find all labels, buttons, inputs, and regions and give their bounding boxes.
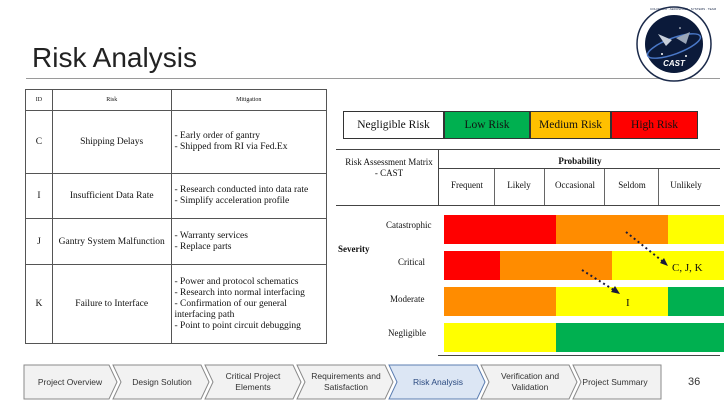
matrix-cell — [500, 251, 556, 280]
risk-name: Shipping Delays — [52, 111, 171, 174]
matrix-top-border — [336, 149, 720, 150]
cast-logo — [632, 4, 716, 84]
page-title: Risk Analysis — [32, 42, 197, 73]
header-bottom-border — [336, 205, 720, 206]
logo-text: CAST — [663, 59, 685, 68]
table-row — [26, 111, 327, 174]
matrix-cell — [500, 323, 556, 352]
arrow-i-line — [582, 270, 617, 292]
marker-i: I — [626, 297, 630, 309]
column-divider — [658, 169, 659, 205]
mitigation-line: - Confirmation of our general interfacing path — [174, 298, 287, 320]
risk-mitigation — [171, 219, 326, 265]
page-number: 36 — [688, 376, 701, 388]
risk-name: Gantry System Malfunction — [52, 219, 171, 265]
mitigation-line: - Research conducted into data rate — [174, 185, 309, 195]
nav-project-summary[interactable]: Project Summary — [582, 376, 648, 387]
table-row — [26, 219, 327, 265]
nav-requirements-satisfaction[interactable]: Requirements and Satisfaction — [311, 371, 381, 392]
matrix-cell — [444, 215, 500, 244]
marker-cjk: C, J, K — [672, 262, 703, 274]
column-header: Unlikely — [670, 180, 702, 190]
nav-design-solution[interactable]: Design Solution — [132, 376, 192, 387]
matrix-cell — [556, 323, 612, 352]
mitigation-line: - Power and protocol schematics — [174, 276, 299, 287]
table-header-row — [26, 90, 327, 111]
matrix-cell — [668, 323, 724, 352]
matrix-cell — [612, 323, 668, 352]
column-header: Frequent — [451, 180, 483, 190]
nav-project-overview[interactable]: Project Overview — [37, 376, 103, 387]
row-label: Moderate — [390, 294, 425, 304]
risk-mitigation — [171, 111, 326, 174]
risk-mitigation — [171, 174, 326, 219]
row-label: Catastrophic — [386, 220, 432, 230]
matrix-corner-label: Risk Assessment Matrix - CAST — [345, 157, 433, 178]
row-label: Critical — [398, 257, 425, 267]
legend-negligible: Negligible Risk — [343, 111, 444, 139]
table-row — [26, 174, 327, 219]
table-row — [26, 265, 327, 344]
arrow-i-head — [611, 286, 620, 294]
column-divider — [494, 169, 495, 205]
table-header-mitigation: Mitigation — [171, 90, 326, 111]
risk-name: Failure to Interface — [52, 265, 171, 344]
legend-low: Low Risk — [444, 111, 530, 139]
legend-medium: Medium Risk — [530, 111, 611, 139]
nav-critical-project-elements[interactable]: Critical Project Elements — [225, 371, 281, 392]
matrix-cell — [444, 251, 500, 280]
probability-divider — [438, 168, 720, 169]
legend-high: High Risk — [611, 111, 698, 139]
matrix-bottom-border — [438, 355, 720, 356]
severity-label: Severity — [338, 244, 370, 254]
corner-divider — [438, 149, 439, 205]
probability-label: Probability — [558, 156, 602, 166]
risk-table — [25, 89, 327, 344]
matrix-cell — [500, 215, 556, 244]
nav-risk-analysis[interactable]: Risk Analysis — [412, 376, 464, 387]
risk-id: C — [26, 111, 53, 174]
mitigation-line: - Shipped from RI via Fed.Ex — [174, 142, 288, 152]
mitigation-line: - Replace parts — [174, 241, 232, 252]
column-header: Occasional — [555, 180, 595, 190]
logo-ring-text: COLORADO · AEROSPACE · SYSTEMS · TEAM — [650, 7, 717, 11]
risk-id: I — [26, 174, 53, 219]
risk-id: J — [26, 219, 53, 265]
mitigation-line: - Warranty services — [174, 230, 248, 241]
title-divider — [26, 78, 720, 79]
matrix-cell — [444, 323, 500, 352]
arrow-cjk-line — [626, 232, 666, 264]
mitigation-line: - Simplify acceleration profile — [174, 196, 290, 206]
mitigation-line: - Early order of gantry — [174, 131, 260, 141]
row-label: Negligible — [388, 328, 426, 338]
table-header-risk: Risk — [52, 90, 171, 111]
arrow-cjk-head — [660, 258, 668, 266]
risk-id: K — [26, 265, 53, 344]
nav-verification-validation[interactable]: Verification and Validation — [500, 371, 560, 392]
risk-name: Insufficient Data Rate — [52, 174, 171, 219]
column-divider — [604, 169, 605, 205]
column-divider — [544, 169, 545, 205]
table-header-id: ID — [26, 90, 53, 111]
risk-mitigation — [171, 265, 326, 344]
matrix-cell — [500, 287, 556, 316]
mitigation-line: - Research into normal interfacing — [174, 287, 305, 298]
column-header: Seldom — [618, 180, 646, 190]
matrix-cell — [444, 287, 500, 316]
column-header: Likely — [507, 180, 531, 190]
mitigation-line: - Point to point circuit debugging — [174, 320, 301, 331]
